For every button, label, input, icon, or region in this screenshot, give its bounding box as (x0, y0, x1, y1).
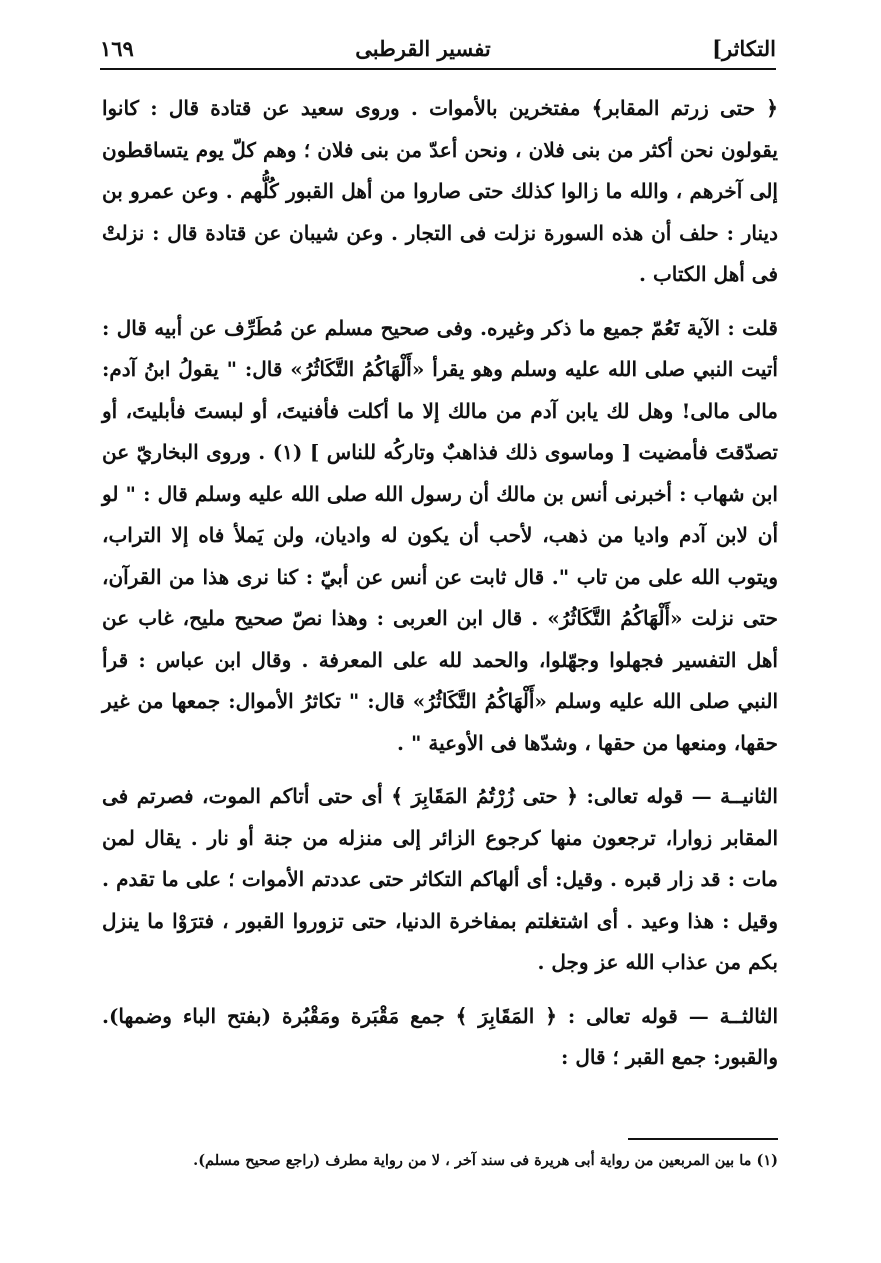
paragraph: الثالثــة — قوله تعالى : ﴿ المَقَابِرَ ﴾ جمع مَقْبَرة ومَقْبُرة (بفتح الباء وضمها). والقبور: جمع القبر ؛ قال : (102, 1003, 778, 1069)
page-header (100, 28, 776, 70)
surah-name: التكاثر] (712, 36, 776, 61)
paragraph: قلت : الآية تَعُمّ جميع ما ذكر وغيره. وفى صحيح مسلم عن مُطَرِّف عن أبيه قال : أتيت النبي صلى الله عليه وسلم وهو يقرأ «أَلْهَاكُمُ التَّكَاثُرُ» قال: " يقولُ ابنُ آدم: مالى مالى! وهل لك يابن آدم من مالك إلا ما أكلت فأفنيتَ، أو لبستَ فأبليتَ، أو تصدّقتَ فأمضيت [ وماسوى ذلك فذاهبٌ وتاركُه للناس ] (١) . وروى البخاريّ عن ابن شهاب : أخبرنى أنس بن مالك أن رسول الله صلى الله عليه وسلم قال : " لو أن لابن آدم واديا من ذهب، لأحب أن يكون له واديان، ولن يَملأ فاه إلا التراب، ويتوب الله على من تاب ". قال ثابت عن أنس عن أبيّ : كنا نرى هذا من القرآن، حتى نزلت «أَلْهَاكُمُ التَّكَاثُرُ» . قال ابن العربى : وهذا نصّ صحيح مليح، غاب عن أهل التفسير فجهلوا وجهّلوا، والحمد لله على المعرفة . وقال ابن عباس : قرأ النبي صلى الله عليه وسلم «أَلْهَاكُمُ التَّكَاثُرُ» قال: " تكاثرُ الأموال: جمعها من غير حقها، ومنعها من حقها ، وشدّها فى الأوعية " . (102, 315, 778, 755)
page-number: ١٦٩ (100, 36, 134, 61)
paragraph: الثانيــة — قوله تعالى: ﴿ حتى زُرْتُمُ المَقَابِرَ ﴾ أى حتى أتاكم الموت، فصرتم فى المقابر زوارا، ترجعون منها كرجوع الزائر إلى منزله من جنة أو نار . يقال لمن مات : قد زار قبره . وقيل: أى ألهاكم التكاثر حتى عددتم الأموات ؛ على ما تقدم . وقيل : هذا وعيد . أى اشتغلتم بمفاخرة الدنيا، حتى تزوروا القبور ، فترَوْا ما ينزل بكم من عذاب الله عز وجل . (102, 784, 778, 974)
footnote-divider (628, 1138, 778, 1140)
paragraph: ﴿ حتى زرتم المقابر﴾ مفتخرين بالأموات . وروى سعيد عن قتادة قال : كانوا يقولون نحن أكثر من بنى فلان ، ونحن أعدّ من بنى فلان ؛ وهم كلّ يوم يتساقطون إلى آخرهم ، والله ما زالوا كذلك حتى صاروا من أهل القبور كُلُّهم . وعن عمرو بن دينار : حلف أن هذه السورة نزلت فى التجار . وعن شيبان عن قتادة قال : نزلتْ فى أهل الكتاب . (102, 96, 778, 286)
main-text (102, 88, 778, 1091)
footnote: (١) ما بين المربعين من رواية أبى هريرة فى سند آخر ، لا من رواية مطرف (راجع صحيح مسلم). (193, 1152, 778, 1169)
book-title: تفسير القرطبى (355, 36, 491, 61)
